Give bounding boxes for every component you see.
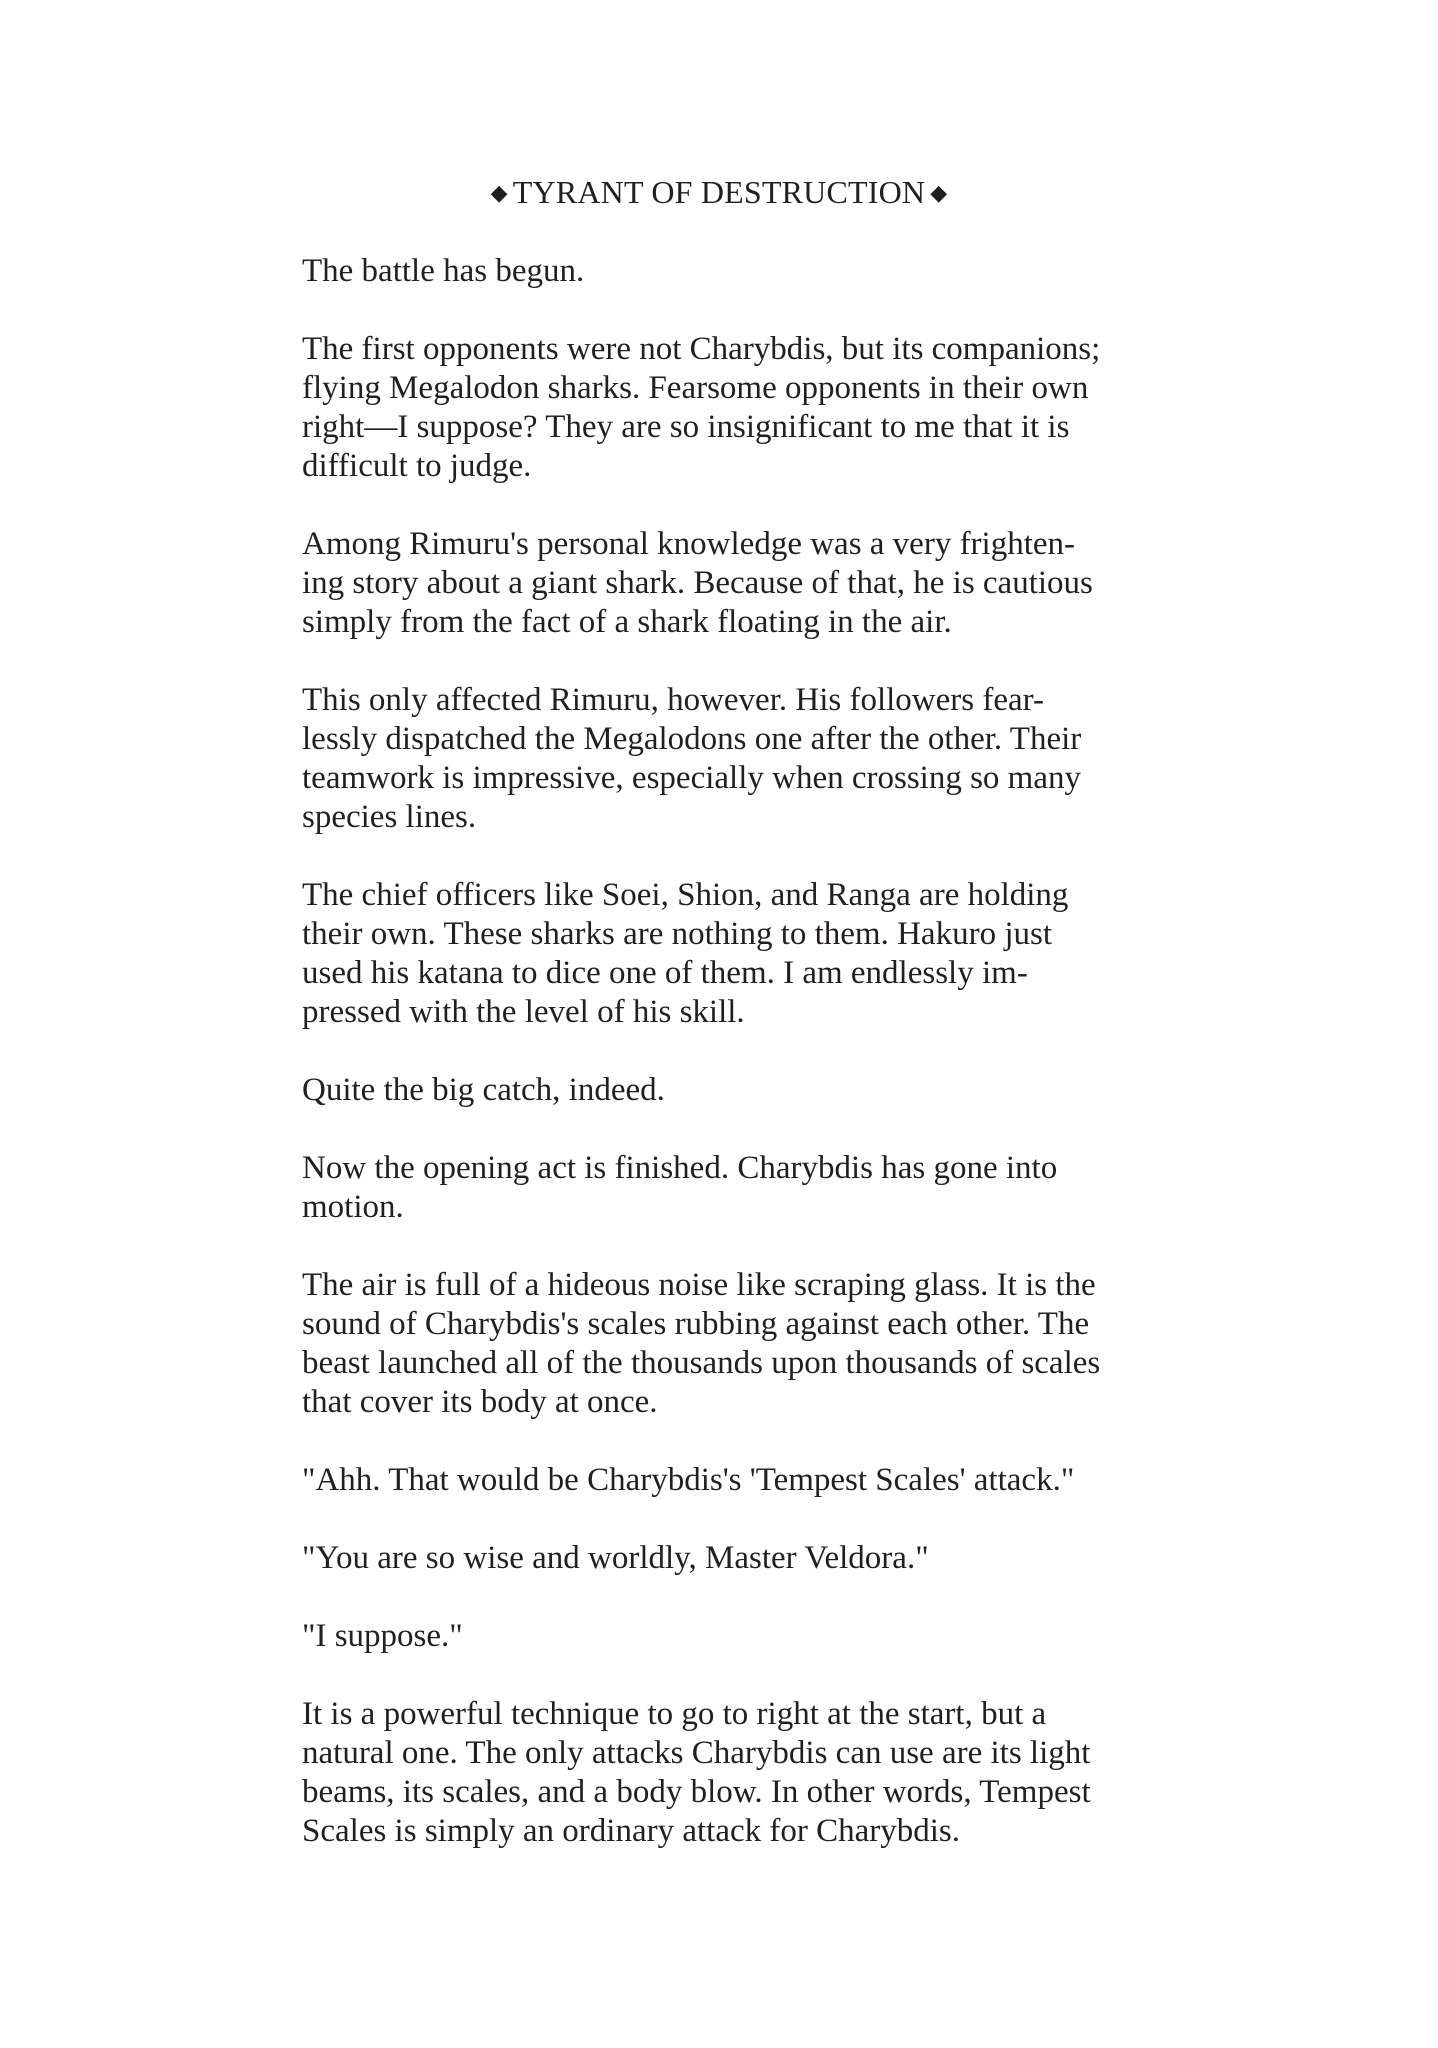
text-line: that cover its body at once.: [302, 1384, 658, 1420]
text-line: flying Megalodon sharks. Fearsome opponents in their own: [302, 370, 1089, 406]
text-line: right—I suppose? They are so insignificant to me that it is: [302, 409, 1070, 445]
paragraph: [302, 681, 1162, 837]
text-line: difficult to judge.: [302, 448, 532, 484]
paragraph: [302, 1617, 1162, 1656]
text-line: The chief officers like Soei, Shion, and Ranga are holding: [302, 877, 1069, 913]
paragraph: [302, 1695, 1162, 1851]
text-line: The air is full of a hideous noise like scraping glass. It is the: [302, 1267, 1096, 1303]
paragraph: [302, 330, 1162, 486]
text-line: Among Rimuru's personal knowledge was a very frighten-: [302, 526, 1076, 562]
text-line: species lines.: [302, 799, 477, 835]
text-line: Now the opening act is finished. Charybdis has gone into: [302, 1150, 1058, 1186]
text-line: motion.: [302, 1189, 404, 1225]
paragraph: [302, 252, 1162, 291]
paragraph: [302, 1149, 1162, 1227]
text-line: sound of Charybdis's scales rubbing against each other. The: [302, 1306, 1090, 1342]
text-line: used his katana to dice one of them. I am endlessly im-: [302, 955, 1028, 991]
text-line: Scales is simply an ordinary attack for Charybdis.: [302, 1813, 961, 1849]
text-line: "You are so wise and worldly, Master Veldora.": [302, 1540, 929, 1576]
text-line: lessly dispatched the Megalodons one after the other. Their: [302, 721, 1082, 757]
text-line: natural one. The only attacks Charybdis can use are its light: [302, 1735, 1091, 1771]
chapter-heading: [0, 172, 1438, 213]
text-line: Quite the big catch, indeed.: [302, 1072, 665, 1108]
text-line: The first opponents were not Charybdis, but its companions;: [302, 331, 1101, 367]
text-line: "Ahh. That would be Charybdis's 'Tempest Scales' attack.": [302, 1462, 1075, 1498]
chapter-title: TYRANT OF DESTRUCTION: [512, 174, 926, 210]
paragraph: [302, 876, 1162, 1032]
paragraph: [302, 1539, 1162, 1578]
text-line: ing story about a giant shark. Because of that, he is cautious: [302, 565, 1093, 601]
paragraph: [302, 1071, 1162, 1110]
body-text: [302, 252, 1162, 1890]
text-line: It is a powerful technique to go to right at the start, but a: [302, 1696, 1047, 1732]
text-line: pressed with the level of his skill.: [302, 994, 745, 1030]
text-line: teamwork is impressive, especially when crossing so many: [302, 760, 1081, 796]
paragraph: [302, 1461, 1162, 1500]
diamond-left-icon: ◆: [490, 180, 508, 205]
text-line: simply from the fact of a shark floating in the air.: [302, 604, 952, 640]
text-line: The battle has begun.: [302, 253, 585, 289]
text-line: beast launched all of the thousands upon thousands of scales: [302, 1345, 1101, 1381]
text-line: their own. These sharks are nothing to them. Hakuro just: [302, 916, 1052, 952]
diamond-right-icon: ◆: [930, 180, 948, 205]
paragraph: [302, 525, 1162, 642]
text-line: "I suppose.": [302, 1618, 463, 1654]
paragraph: [302, 1266, 1162, 1422]
text-line: beams, its scales, and a body blow. In other words, Tempest: [302, 1774, 1091, 1810]
text-line: This only affected Rimuru, however. His followers fear-: [302, 682, 1044, 718]
